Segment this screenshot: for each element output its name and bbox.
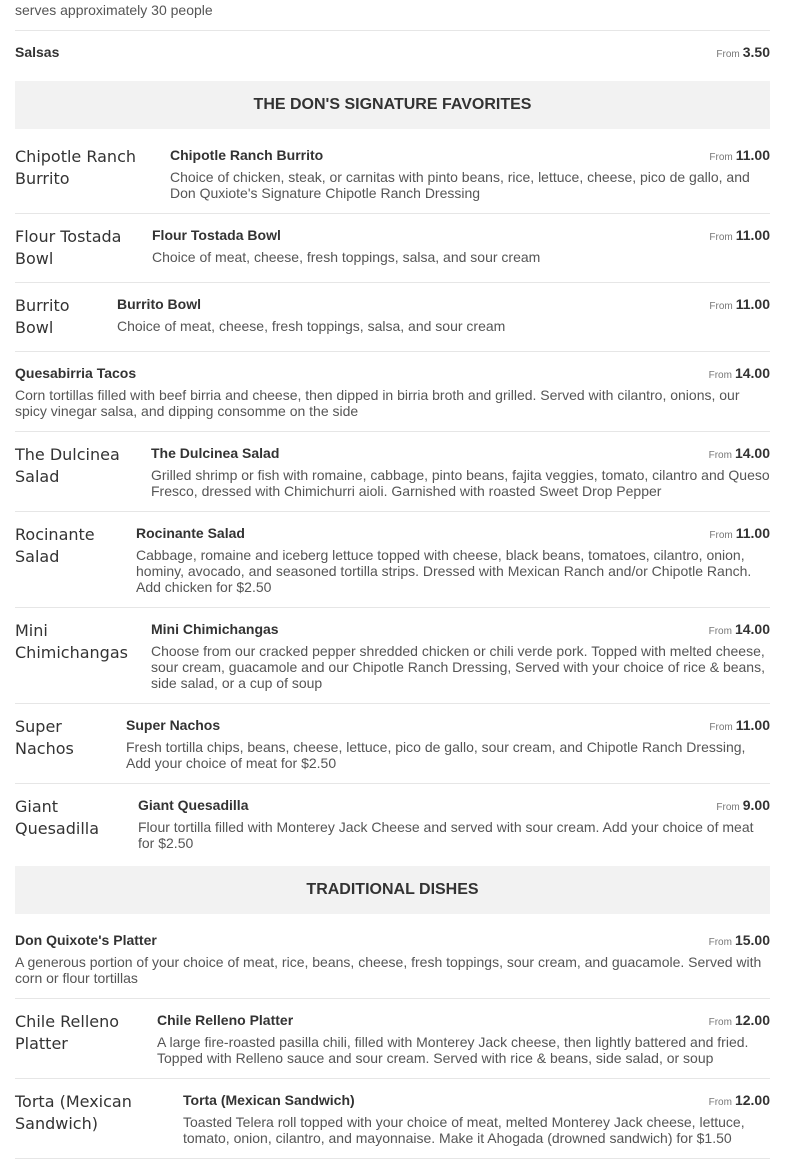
menu-item[interactable] [15,931,770,991]
menu-item[interactable] [15,226,770,276]
item-price [709,1011,770,1032]
item-price [709,931,770,952]
menu-item[interactable] [15,295,770,345]
divider [15,607,770,608]
item-image[interactable]: Super Nachos [15,717,74,758]
price-amount: 11.00 [735,525,770,541]
item-price [709,620,770,641]
item-name: Quesabirria Tacos [15,365,137,381]
price-amount: 15.00 [734,932,770,948]
price-prefix: From [709,301,733,312]
menu-item[interactable] [15,796,770,856]
price-prefix: From [709,232,733,243]
divider [15,30,770,31]
item-name: Chipotle Ranch Burrito [170,147,324,163]
price-amount: 11.00 [735,227,770,243]
item-image[interactable]: Giant Quesadilla [15,797,100,838]
item-description: Toasted Telera roll topped with your choice of meat, melted Monterey Jack cheese, lettuce, tomato, onion, cilantro, and mayonnaise. Make it Ahogada (drowned sandwich) for $1.50 [183,1114,745,1146]
item-name: Burrito Bowl [117,296,201,312]
item-image[interactable]: Chipotle Ranch Burrito [15,147,136,188]
price-amount: 11.00 [735,296,770,312]
menu-item[interactable] [15,444,770,504]
item-name: Don Quixote's Platter [15,932,157,948]
item-description: Flour tortilla filled with Monterey Jack Cheese and served with sour cream. Add your choice of meat for $2.50 [138,819,754,851]
price-amount: 11.00 [735,717,770,733]
price-amount: 12.00 [734,1012,770,1028]
item-image[interactable]: The Dulcinea Salad [15,445,120,486]
item-image[interactable]: Flour Tostada Bowl [15,227,122,268]
menu-item-salsas[interactable] [15,43,770,63]
menu-item[interactable] [15,524,770,600]
item-price [716,43,770,64]
divider [15,282,770,283]
item-name: Mini Chimichangas [151,621,279,637]
item-description: Fresh tortilla chips, beans, cheese, lettuce, pico de gallo, sour cream, and Chipotle Ranch Dressing, Add your choice of meat for $2.50 [126,739,746,771]
divider [15,511,770,512]
item-name: Super Nachos [126,717,221,733]
price-amount: 14.00 [734,445,770,461]
divider [15,703,770,704]
price-prefix: From [709,152,733,163]
menu-item[interactable] [15,620,770,696]
item-price [709,444,770,465]
divider [15,351,770,352]
item-name: Flour Tostada Bowl [152,227,281,243]
item-description: serves approximately 30 people [15,2,213,18]
price-prefix: From [708,450,732,461]
divider [15,783,770,784]
price-prefix: From [708,626,732,637]
item-name: Torta (Mexican Sandwich) [183,1092,355,1108]
price-prefix: From [709,530,733,541]
item-name: The Dulcinea Salad [151,445,280,461]
item-image[interactable]: Chile Relleno Platter [15,1012,120,1053]
item-name: Chile Relleno Platter [157,1012,294,1028]
price-amount: 14.00 [734,621,770,637]
item-image[interactable]: Burrito Bowl [15,296,70,337]
item-price [709,226,770,247]
price-amount: 3.50 [742,44,770,60]
item-description: Corn tortillas filled with beef birria and cheese, then dipped in birria broth and grilled. Served with cilantro, onions, our spicy vinegar salsa, and dipping consomme on the side [15,387,740,419]
price-prefix: From [708,937,732,948]
item-description: Choice of meat, cheese, fresh toppings, salsa, and sour cream [117,318,506,334]
price-amount: 9.00 [742,797,770,813]
item-description: Choose from our cracked pepper shredded chicken or chili verde pork. Topped with melted cheese, sour cream, guacamole and our Chipotle Ranch Dressing, Served with your choice of rice & beans, side salad, or a cup of soup [151,643,765,691]
divider [15,431,770,432]
item-image[interactable]: Mini Chimichangas [15,621,128,662]
item-image[interactable]: Torta (Mexican Sandwich) [15,1092,132,1133]
item-price [709,1091,770,1112]
price-prefix: From [716,802,740,813]
item-image[interactable]: Rocinante Salad [15,525,95,566]
price-amount: 14.00 [734,365,770,381]
menu-item[interactable] [15,364,770,424]
item-description: Choice of meat, cheese, fresh toppings, salsa, and sour cream [152,249,541,265]
item-name: Salsas [15,44,60,60]
item-name: Giant Quesadilla [138,797,249,813]
menu-item[interactable] [15,1091,770,1151]
item-price [709,716,770,737]
section-header-traditional: TRADITIONAL DISHES [15,866,770,914]
price-prefix: From [716,49,740,60]
price-prefix: From [709,722,733,733]
section-header-signature: THE DON'S SIGNATURE FAVORITES [15,81,770,129]
divider [15,1158,770,1159]
item-description: A generous portion of your choice of meat, rice, beans, cheese, fresh toppings, sour cream, and guacamole. Served with corn or flour tortillas [15,954,762,986]
item-description: Cabbage, romaine and iceberg lettuce topped with cheese, black beans, tomatoes, cilantro, onion, hominy, avocado, and seasoned tortilla strips. Dressed with Mexican Ranch and/or Chipotle Ranch. Add chicken for $2.50 [136,547,752,595]
item-name: Rocinante Salad [136,525,245,541]
price-prefix: From [708,1097,732,1108]
divider [15,1078,770,1079]
price-prefix: From [708,1017,732,1028]
item-description: Choice of chicken, steak, or carnitas with pinto beans, rice, lettuce, cheese, pico de gallo, and Don Quxiote's Signature Chipotle Ranch Dressing [170,169,750,201]
item-description: Grilled shrimp or fish with romaine, cabbage, pinto beans, fajita veggies, tomato, cilantro and Queso Fresco, dressed with Chimichurri aioli. Garnished with roasted Sweet Drop Pepper [151,467,770,499]
item-description: A large fire-roasted pasilla chili, filled with Monterey Jack cheese, then lightly battered and fried. Topped with Relleno sauce and sour cream. Served with rice & beans, side salad, or soup [157,1034,749,1066]
price-prefix: From [708,370,732,381]
item-price [716,796,770,817]
divider [15,998,770,999]
price-amount: 12.00 [734,1092,770,1108]
item-price [709,146,770,167]
menu-item[interactable] [15,1011,770,1071]
menu-item[interactable] [15,146,770,206]
item-price [709,295,770,316]
menu-item[interactable] [15,716,770,776]
item-price [709,364,770,385]
divider [15,213,770,214]
price-amount: 11.00 [735,147,770,163]
item-price [709,524,770,545]
